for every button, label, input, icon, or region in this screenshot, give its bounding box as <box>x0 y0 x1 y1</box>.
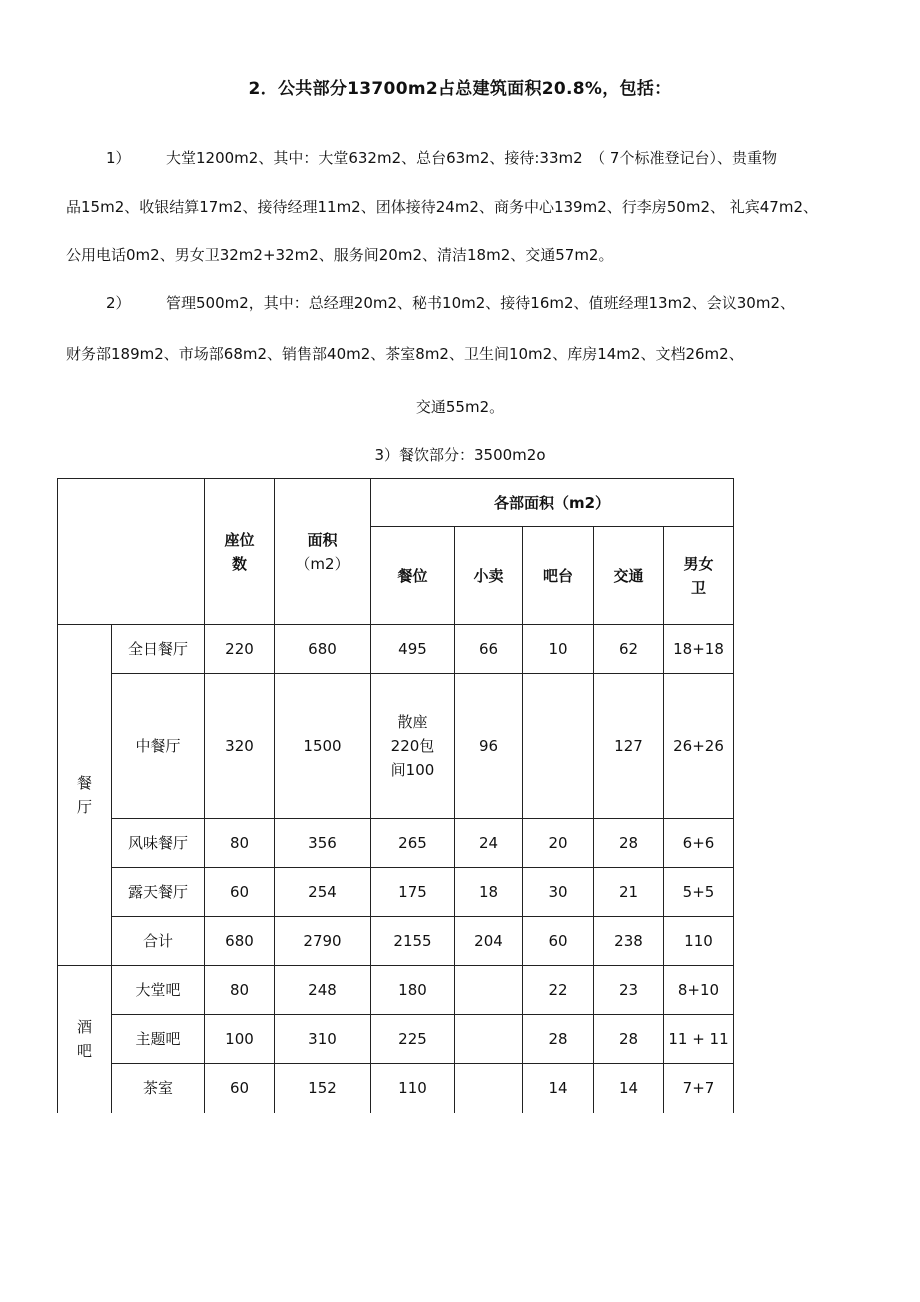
table-row <box>58 1064 734 1113</box>
row-area: 2790 <box>275 917 371 966</box>
row-traffic: 14 <box>594 1064 664 1113</box>
paragraph-1-number: 1） <box>106 149 131 167</box>
row-name: 全日餐厅 <box>112 625 205 674</box>
row-wc: 7+7 <box>664 1064 734 1113</box>
row-area: 356 <box>275 819 371 868</box>
row-area: 152 <box>275 1064 371 1113</box>
row-name: 中餐厅 <box>112 674 205 819</box>
row-traffic: 28 <box>594 819 664 868</box>
paragraph-2-number: 2） <box>106 294 131 312</box>
table-row <box>58 819 734 868</box>
row-name: 合计 <box>112 917 205 966</box>
row-seats: 320 <box>205 674 275 819</box>
header-bar: 吧台 <box>523 527 594 625</box>
row-dining: 110 <box>371 1064 455 1113</box>
row-seats: 220 <box>205 625 275 674</box>
header-dining: 餐位 <box>371 527 455 625</box>
row-dining: 散座 220包 间100 <box>371 674 455 819</box>
table-row <box>58 966 734 1015</box>
row-bar: 10 <box>523 625 594 674</box>
row-kiosk <box>455 1064 523 1113</box>
row-kiosk: 204 <box>455 917 523 966</box>
row-wc: 110 <box>664 917 734 966</box>
paragraph-2-line-2: 财务部189m2、市场部68m2、销售部40m2、茶室8m2、卫生间10m2、库房14m2、文档26m2、 <box>66 345 744 363</box>
row-bar: 14 <box>523 1064 594 1113</box>
row-seats: 60 <box>205 1064 275 1113</box>
header-area: 面积 （m2） <box>275 479 371 625</box>
row-traffic: 238 <box>594 917 664 966</box>
row-kiosk: 96 <box>455 674 523 819</box>
row-seats: 100 <box>205 1015 275 1064</box>
row-seats: 80 <box>205 819 275 868</box>
table-row-total <box>58 917 734 966</box>
row-area: 248 <box>275 966 371 1015</box>
paragraph-3: 3）餐饮部分：3500m2o <box>374 446 546 464</box>
row-area: 310 <box>275 1015 371 1064</box>
row-area: 254 <box>275 868 371 917</box>
paragraph-1-line-3: 公用电话0m2、男女卫32m2+32m2、服务间20m2、清洁18m2、交通57m2。 <box>66 246 614 264</box>
row-traffic: 62 <box>594 625 664 674</box>
header-seats: 座位 数 <box>205 479 275 625</box>
row-seats: 80 <box>205 966 275 1015</box>
row-name: 主题吧 <box>112 1015 205 1064</box>
row-seats: 680 <box>205 917 275 966</box>
paragraph-1-line-1 <box>66 146 866 170</box>
row-traffic: 23 <box>594 966 664 1015</box>
paragraph-2-line-1 <box>66 291 866 315</box>
row-bar: 22 <box>523 966 594 1015</box>
paragraph-2-line-3: 交通55m2。 <box>415 398 505 416</box>
row-dining: 225 <box>371 1015 455 1064</box>
paragraph-2-text-1: 管理500m2，其中：总经理20m2、秘书10m2、接待16m2、值班经理13m2、会议30m2、 <box>166 294 795 312</box>
header-row-1 <box>58 479 734 527</box>
row-traffic: 21 <box>594 868 664 917</box>
row-bar <box>523 674 594 819</box>
table-row <box>58 1015 734 1064</box>
row-area: 1500 <box>275 674 371 819</box>
group-label-bar: 酒 吧 <box>58 966 112 1113</box>
row-wc: 6+6 <box>664 819 734 868</box>
row-kiosk <box>455 1015 523 1064</box>
row-kiosk: 66 <box>455 625 523 674</box>
header-traffic: 交通 <box>594 527 664 625</box>
section-title: 2．公共部分13700m2占总建筑面积20.8%，包括： <box>248 79 672 99</box>
row-dining: 265 <box>371 819 455 868</box>
row-name: 风味餐厅 <box>112 819 205 868</box>
row-bar: 28 <box>523 1015 594 1064</box>
row-traffic: 127 <box>594 674 664 819</box>
row-bar: 20 <box>523 819 594 868</box>
row-name: 大堂吧 <box>112 966 205 1015</box>
row-dining: 2155 <box>371 917 455 966</box>
row-name: 茶室 <box>112 1064 205 1113</box>
table-row <box>58 868 734 917</box>
paragraph-1-line-2: 品15m2、收银结算17m2、接待经理11m2、团体接待24m2、商务中心139m2、行李房50m2、 礼宾47m2、 <box>66 198 819 216</box>
row-kiosk: 24 <box>455 819 523 868</box>
header-dept-area: 各部面积（m2） <box>371 479 734 527</box>
header-wc: 男女 卫 <box>664 527 734 625</box>
row-wc: 5+5 <box>664 868 734 917</box>
table-row <box>58 625 734 674</box>
row-dining: 495 <box>371 625 455 674</box>
row-kiosk: 18 <box>455 868 523 917</box>
row-name: 露天餐厅 <box>112 868 205 917</box>
row-dining: 175 <box>371 868 455 917</box>
row-wc: 18+18 <box>664 625 734 674</box>
row-seats: 60 <box>205 868 275 917</box>
header-kiosk: 小卖 <box>455 527 523 625</box>
row-wc: 8+10 <box>664 966 734 1015</box>
group-label-restaurant: 餐 厅 <box>58 625 112 966</box>
row-traffic: 28 <box>594 1015 664 1064</box>
paragraph-1-text-1: 大堂1200m2、其中：大堂632m2、总台63m2、接待:33m2 （ 7个标准登记台）、贵重物 <box>166 149 777 167</box>
row-bar: 60 <box>523 917 594 966</box>
header-corner <box>58 479 205 625</box>
row-wc: 26+26 <box>664 674 734 819</box>
row-area: 680 <box>275 625 371 674</box>
table-row <box>58 674 734 819</box>
dining-area-table <box>57 478 734 1113</box>
row-wc: 11 + 11 <box>664 1015 734 1064</box>
row-dining: 180 <box>371 966 455 1015</box>
row-bar: 30 <box>523 868 594 917</box>
row-kiosk <box>455 966 523 1015</box>
